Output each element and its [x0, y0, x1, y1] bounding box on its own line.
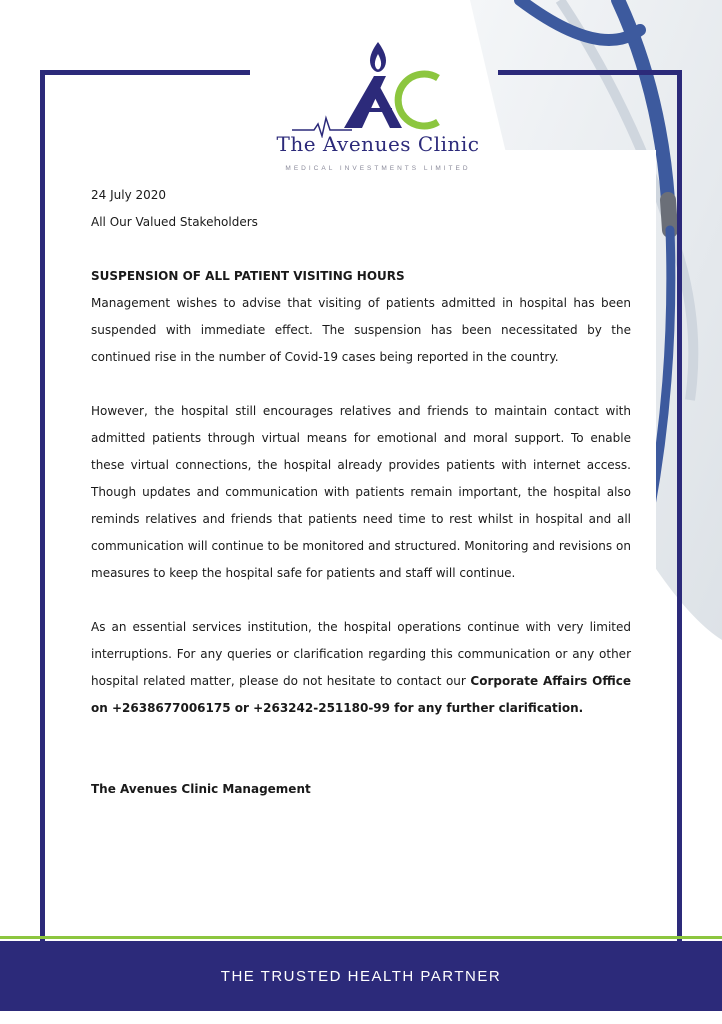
clinic-subtitle: MEDICAL INVESTMENTS LIMITED — [285, 165, 471, 172]
letter-date: 24 July 2020 — [91, 188, 167, 202]
footer-accent-line — [0, 936, 722, 939]
paragraph-1: Management wishes to advise that visiting of patients admitted in hospital has been suspended with immediate effect. The suspension has been necessitated by the continued rise in the number of Covid-19 cases being reported in the country. — [91, 296, 631, 364]
ac-logo-mark-icon — [262, 38, 494, 138]
contact-details: Corporate Affairs Office on +2638677006175 or +263242-251180-99 for any further clarification. — [91, 674, 631, 715]
letter-signature: The Avenues Clinic Management — [91, 782, 311, 796]
frame-right — [677, 70, 682, 942]
clinic-name: The Avenues Clinic — [276, 132, 480, 156]
frame-left — [40, 70, 45, 942]
frame-top-left — [40, 70, 250, 75]
frame-top-right — [498, 70, 682, 75]
paragraph-3 — [91, 614, 631, 722]
letter-body — [91, 182, 631, 803]
paragraph-2: However, the hospital still encourages relatives and friends to maintain contact with admitted patients through virtual means for emotional and moral support. To enable these virtual connections, the hospital already provides patients with internet access. Though updates and communication with patients remain important, the hospital also reminds relatives and friends that patients need time to rest whilst in hospital and all communication will continue to be monitored and structured. Monitoring and revisions on measures to keep the hospital safe for patients and staff will continue. — [91, 404, 631, 580]
letter-addressee: All Our Valued Stakeholders — [91, 215, 258, 229]
clinic-logo — [262, 38, 494, 178]
footer-tagline: THE TRUSTED HEALTH PARTNER — [220, 967, 502, 985]
letter-heading: SUSPENSION OF ALL PATIENT VISITING HOURS — [91, 269, 405, 283]
paragraph-3-text: As an essential services institution, the hospital operations continue with very limited interruptions. For any queries or clarification regarding this communication or any other hospital related matter, please do not hesitate to contact our — [91, 620, 631, 688]
footer-band — [0, 941, 722, 1011]
